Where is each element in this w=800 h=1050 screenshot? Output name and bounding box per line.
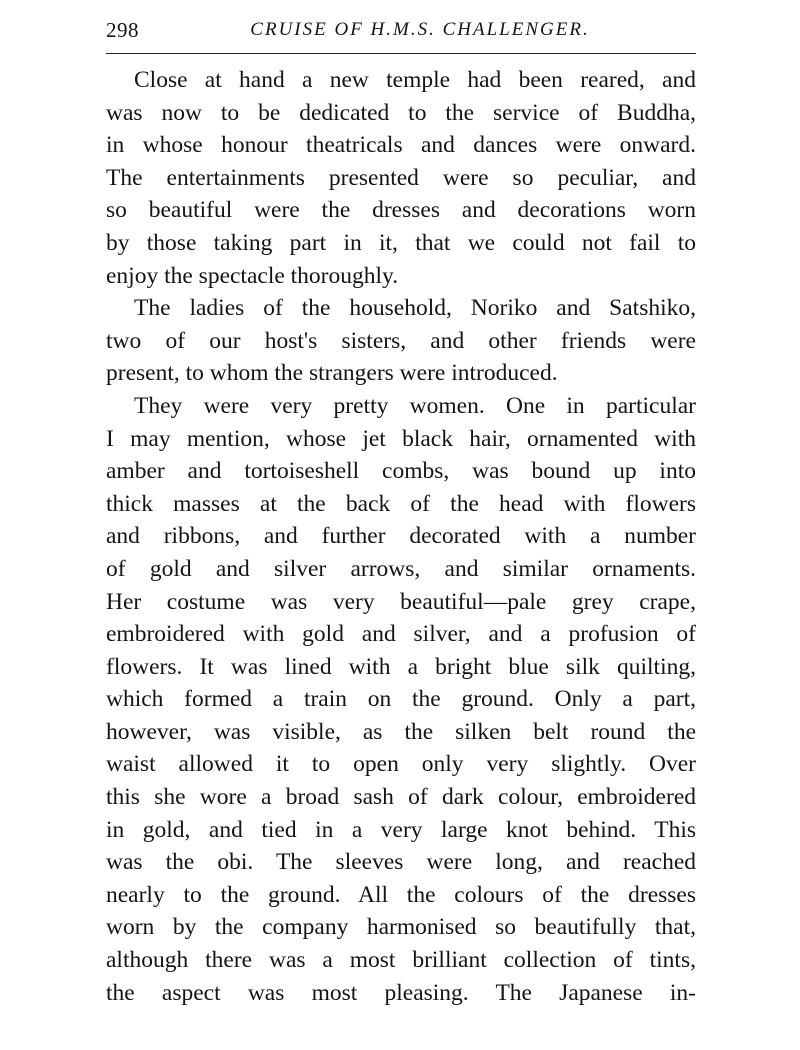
text-line: in whose honour theatricals and dances were onward. [106,132,696,159]
text-line: was the obi. The sleeves were long, and reached [106,849,696,876]
text-line: Close at hand a new temple had been reared, and [134,67,696,93]
text-line: two of our host's sisters, and other friends were [106,327,696,354]
running-title: CRUISE OF H.M.S. CHALLENGER. [250,19,590,40]
text-line: was now to be dedicated to the service of Buddha, [106,99,696,126]
text-line: flowers. It was lined with a bright blue silk quilting, [106,653,696,680]
text-line: and ribbons, and further decorated with a number [106,523,696,550]
text-line: amber and tortoiseshell combs, was bound up into [106,458,696,485]
text-line: waist allowed it to open only very slightly. Over [106,751,696,778]
text-line: embroidered with gold and silver, and a profusion of [106,621,696,648]
page-header [106,18,694,48]
text-line: enjoy the spectacle thoroughly. [106,262,399,289]
text-line: They were very pretty women. One in particular [134,392,696,419]
text-line: however, was visible, as the silken belt round the [106,718,696,745]
text-line: by those taking part in it, that we could not fail to [106,229,696,256]
text-line: Her costume was very beautiful—pale grey crape, [106,588,696,615]
text-line: I may mention, whose jet black hair, ornamented with [106,425,696,452]
text-line: present, to whom the strangers were introduced. [106,360,558,387]
text-line: worn by the company harmonised so beautifully that, [106,914,696,941]
text-line: which formed a train on the ground. Only a part, [106,686,696,713]
text-line: the aspect was most pleasing. The Japanese in- [106,979,696,1006]
text-line: of gold and silver arrows, and similar ornaments. [106,555,696,582]
text-line: so beautiful were the dresses and decorations worn [106,197,696,224]
text-line: this she wore a broad sash of dark colour, embroidered [106,784,696,811]
text-line: The ladies of the household, Noriko and Satshiko, [134,295,696,322]
text-line: The entertainments presented were so peculiar, and [106,164,696,191]
body-text [106,64,696,1009]
text-line: nearly to the ground. All the colours of the dresses [106,881,696,908]
text-line: in gold, and tied in a very large knot behind. This [106,816,696,843]
page-number: 298 [106,18,139,42]
text-line: although there was a most brilliant collection of tints, [106,947,696,974]
text-line: thick masses at the back of the head with flowers [106,490,696,517]
header-rule [106,53,696,54]
